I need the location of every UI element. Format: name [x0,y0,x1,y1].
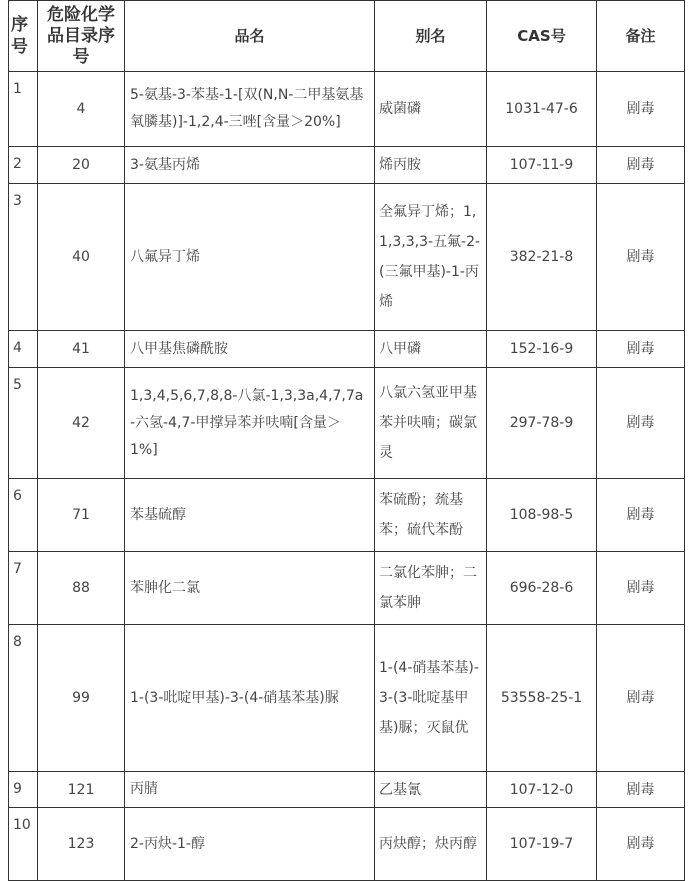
cell-alias: 二氯化苯胂；二氯苯胂 [375,552,487,625]
cell-note: 剧毒 [597,772,685,808]
cell-catalog-index: 71 [38,479,125,552]
cell-alias: 苯硫酚；巯基苯；硫代苯酚 [375,479,487,552]
table-row [9,479,685,552]
cell-cas: 108-98-5 [487,479,597,552]
table-row [9,184,685,331]
cell-alias: 乙基氰 [375,772,487,808]
cell-seq: 3 [9,184,38,331]
cell-name: 八氟异丁烯 [125,184,375,331]
cell-name: 2-丙炔-1-醇 [125,808,375,881]
cell-note: 剧毒 [597,147,685,184]
cell-note: 剧毒 [597,368,685,479]
table-row [9,772,685,808]
cell-name: 1-(3-吡啶甲基)-3-(4-硝基苯基)脲 [125,625,375,772]
cell-cas: 297-78-9 [487,368,597,479]
cell-cas: 1031-47-6 [487,72,597,147]
cell-seq: 5 [9,368,38,479]
cell-cas: 53558-25-1 [487,625,597,772]
cell-note: 剧毒 [597,184,685,331]
cell-seq: 7 [9,552,38,625]
table-row [9,147,685,184]
table-row [9,552,685,625]
cell-catalog-index: 123 [38,808,125,881]
table-row [9,808,685,881]
cell-alias: 丙炔醇；炔丙醇 [375,808,487,881]
cell-catalog-index: 121 [38,772,125,808]
cell-name: 5-氨基-3-苯基-1-[双(N,N-二甲基氨基氧膦基)]-1,2,4-三唑[含量＞20%] [125,72,375,147]
table-row [9,368,685,479]
cell-alias: 八氯六氢亚甲基苯并呋喃；碳氯灵 [375,368,487,479]
cell-alias: 威菌磷 [375,72,487,147]
cell-seq: 6 [9,479,38,552]
cell-seq: 2 [9,147,38,184]
cell-note: 剧毒 [597,331,685,368]
cell-name: 苯基硫醇 [125,479,375,552]
cell-catalog-index: 88 [38,552,125,625]
hazardous-chemicals-table [8,0,685,881]
header-alias: 别名 [375,1,487,72]
cell-seq: 1 [9,72,38,147]
cell-cas: 107-12-0 [487,772,597,808]
cell-seq: 10 [9,808,38,881]
table-row [9,625,685,772]
cell-catalog-index: 99 [38,625,125,772]
header-cas: CAS号 [487,1,597,72]
cell-alias: 烯丙胺 [375,147,487,184]
cell-note: 剧毒 [597,625,685,772]
cell-note: 剧毒 [597,552,685,625]
cell-seq: 4 [9,331,38,368]
cell-cas: 107-11-9 [487,147,597,184]
cell-cas: 152-16-9 [487,331,597,368]
cell-cas: 696-28-6 [487,552,597,625]
cell-alias: 1-(4-硝基苯基)-3-(3-吡啶基甲基)脲；灭鼠优 [375,625,487,772]
cell-alias: 八甲磷 [375,331,487,368]
cell-catalog-index: 20 [38,147,125,184]
cell-name: 苯胂化二氯 [125,552,375,625]
chemical-table-container [8,0,685,881]
header-row [9,1,685,72]
cell-cas: 107-19-7 [487,808,597,881]
cell-alias: 全氟异丁烯；1,1,3,3,3-五氟-2-(三氟甲基)-1-丙烯 [375,184,487,331]
cell-note: 剧毒 [597,72,685,147]
header-catalog-index: 危险化学品目录序号 [38,1,125,72]
cell-name: 丙腈 [125,772,375,808]
cell-seq: 8 [9,625,38,772]
cell-note: 剧毒 [597,808,685,881]
header-seq: 序号 [9,1,38,72]
cell-catalog-index: 40 [38,184,125,331]
header-name: 品名 [125,1,375,72]
cell-name: 3-氨基丙烯 [125,147,375,184]
table-row [9,72,685,147]
cell-name: 八甲基焦磷酰胺 [125,331,375,368]
header-note: 备注 [597,1,685,72]
cell-catalog-index: 4 [38,72,125,147]
cell-cas: 382-21-8 [487,184,597,331]
cell-catalog-index: 41 [38,331,125,368]
cell-seq: 9 [9,772,38,808]
cell-note: 剧毒 [597,479,685,552]
cell-name: 1,3,4,5,6,7,8,8-八氯-1,3,3a,4,7,7a-六氢-4,7-甲撑异苯并呋喃[含量＞1%] [125,368,375,479]
cell-catalog-index: 42 [38,368,125,479]
table-row [9,331,685,368]
